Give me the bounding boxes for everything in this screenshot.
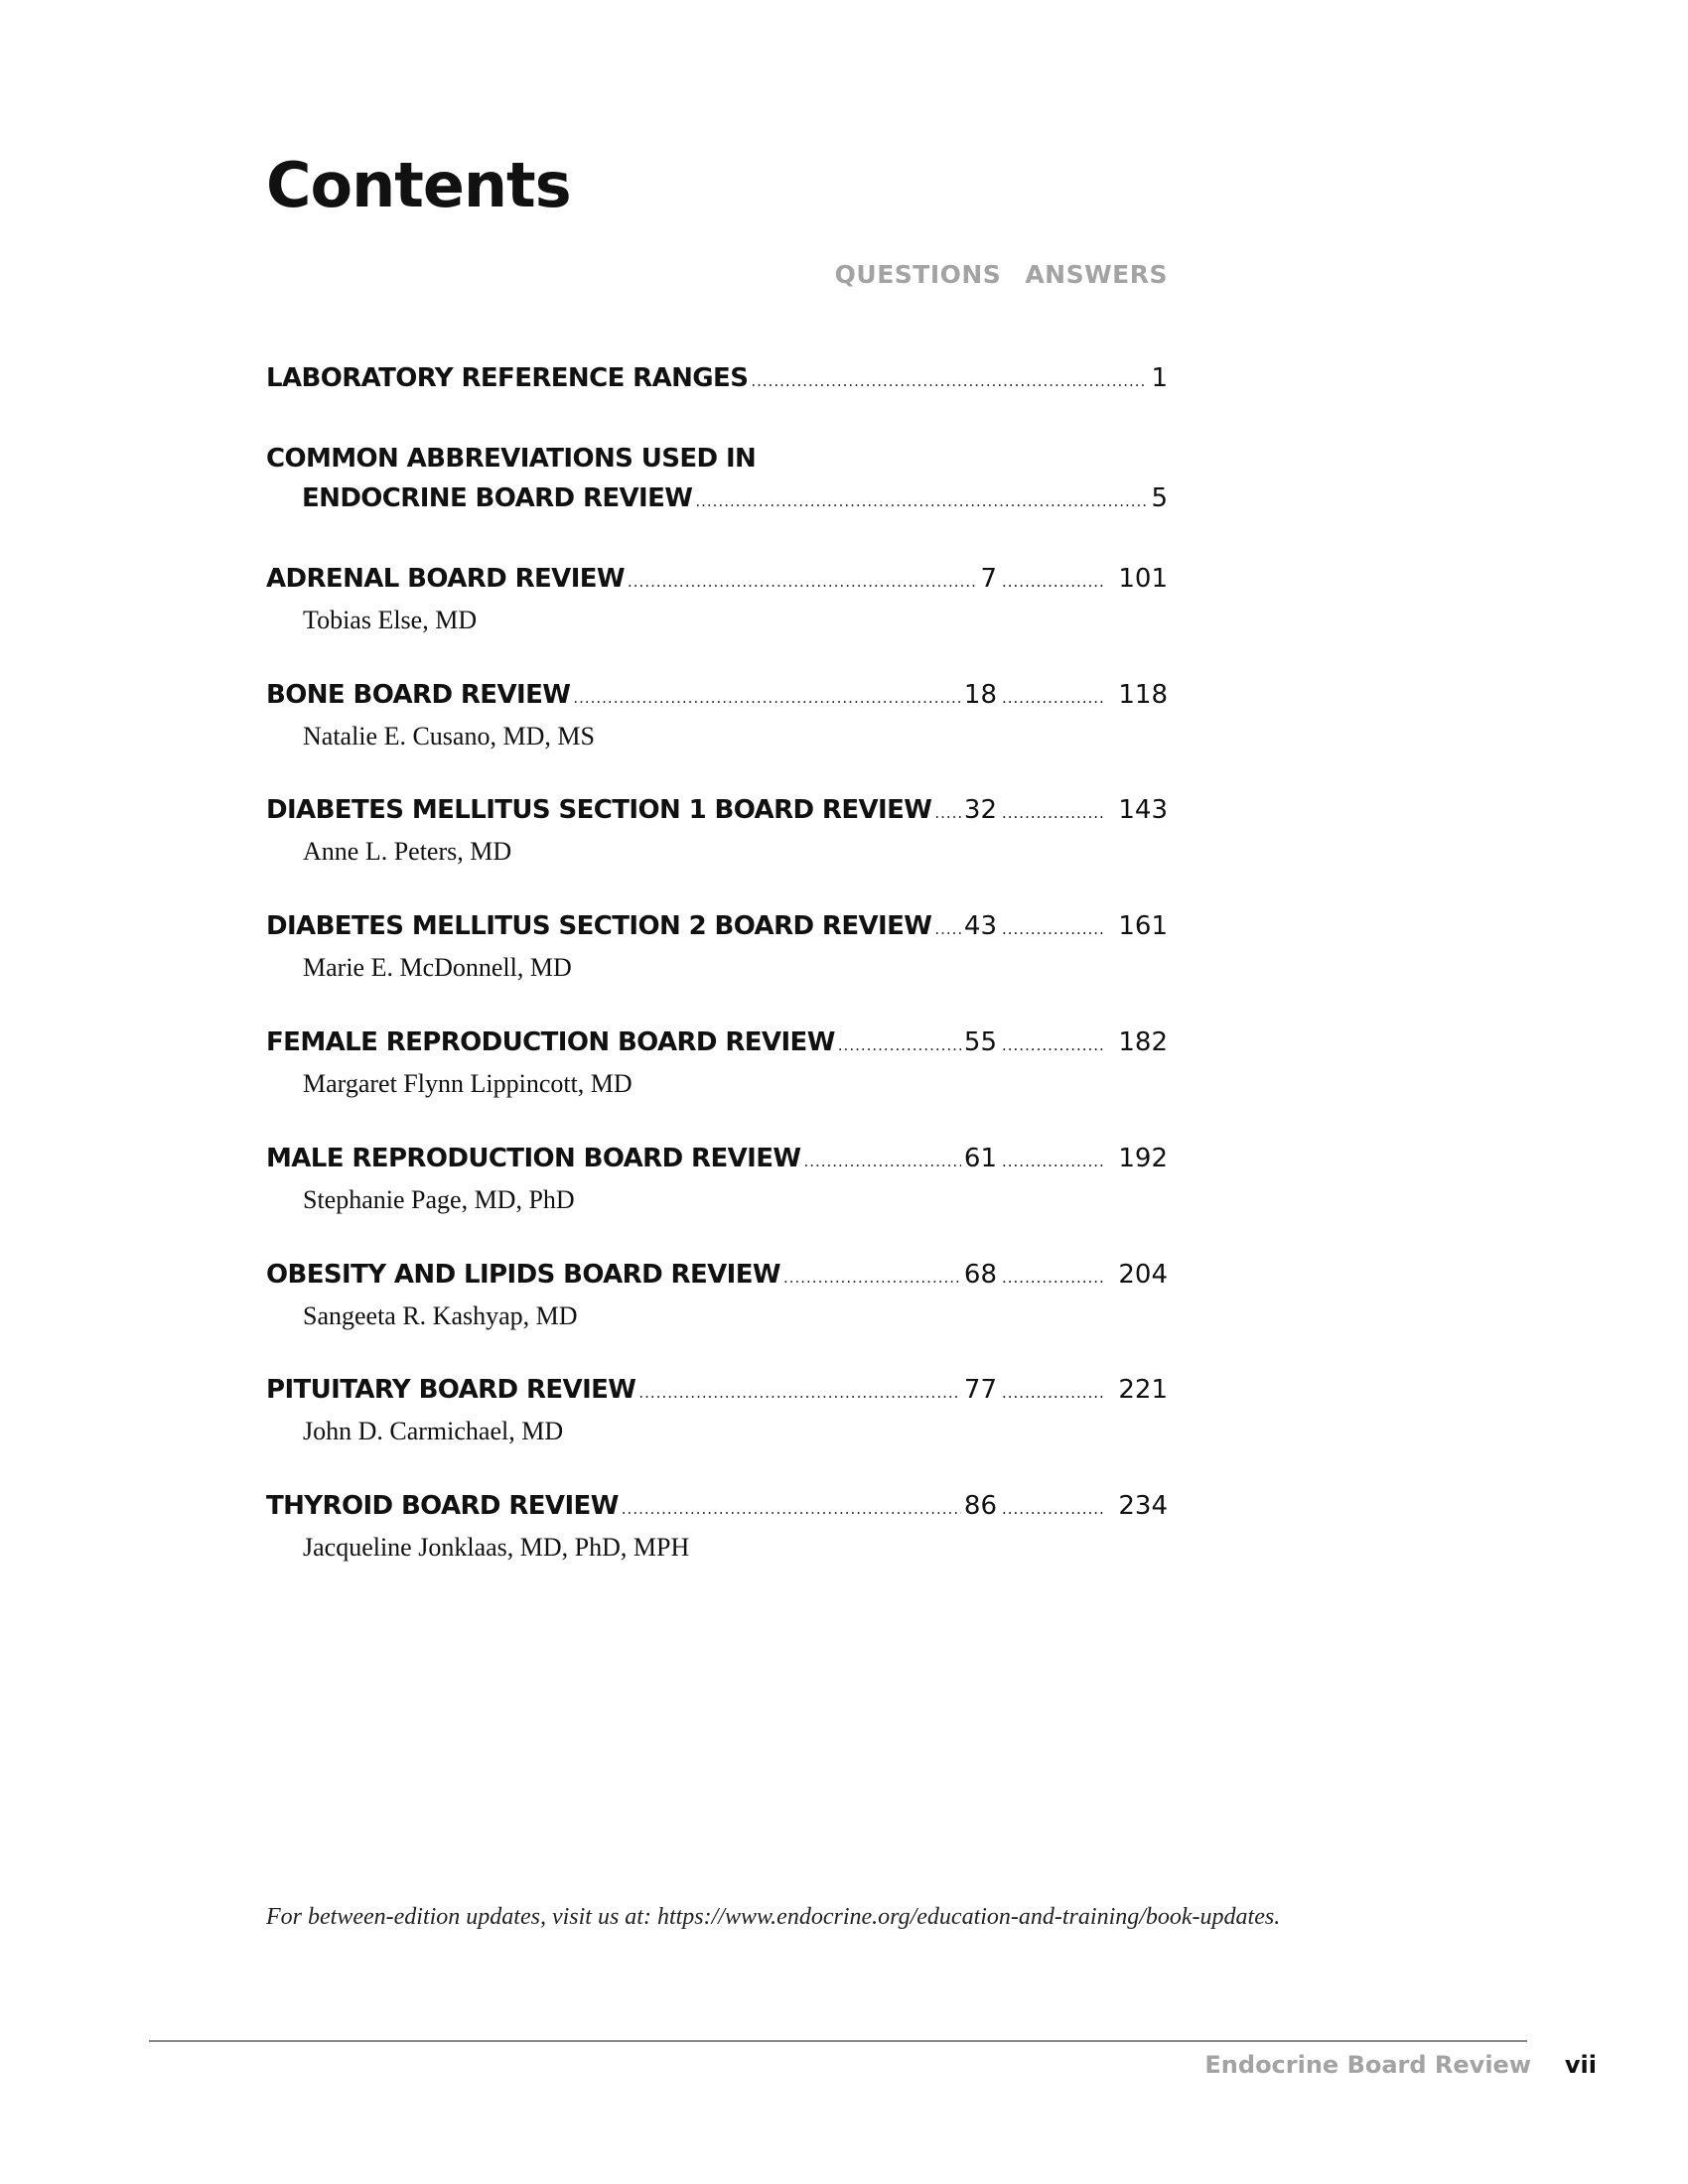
toc-entry-bone[interactable] — [266, 680, 1168, 751]
toc-entry-pituitary[interactable] — [266, 1375, 1168, 1446]
toc-entry-obesity-lipids[interactable] — [266, 1260, 1168, 1331]
toc-entry-thyroid[interactable] — [266, 1491, 1168, 1563]
dot-leader — [1002, 1500, 1105, 1518]
toc-entry-laboratory-reference-ranges[interactable] — [266, 363, 1168, 403]
answers-page-number: 101 — [1118, 564, 1168, 594]
questions-page-number: 1 — [1151, 363, 1168, 393]
toc-entry-title[interactable]: THYROID BOARD REVIEW — [266, 1491, 619, 1521]
toc-entry-title[interactable]: BONE BOARD REVIEW — [266, 680, 571, 710]
page-title: Contents — [266, 149, 571, 221]
answers-page-number: 161 — [1118, 911, 1168, 941]
toc-entry-author: Natalie E. Cusano, MD, MS — [303, 722, 595, 751]
toc-entry-title[interactable]: ADRENAL BOARD REVIEW — [266, 564, 626, 594]
footer-divider — [149, 2040, 1527, 2042]
toc-entry-title[interactable]: PITUITARY BOARD REVIEW — [266, 1375, 636, 1405]
toc-entry-author: Jacqueline Jonklaas, MD, PhD, MPH — [303, 1533, 690, 1562]
questions-page-number: 32 — [963, 795, 997, 825]
toc-entry-title-line1[interactable]: COMMON ABBREVIATIONS USED IN — [266, 444, 757, 474]
answers-page-number: 182 — [1118, 1027, 1168, 1057]
toc-entry-author: Margaret Flynn Lippincott, MD — [303, 1069, 633, 1098]
dot-leader — [1002, 920, 1105, 938]
answers-page-number: 204 — [1118, 1260, 1168, 1290]
toc-entry-title[interactable]: MALE REPRODUCTION BOARD REVIEW — [266, 1144, 801, 1173]
toc-entry-title[interactable]: ENDOCRINE BOARD REVIEW — [302, 483, 693, 513]
dot-leader — [1002, 573, 1105, 591]
dot-leader — [1002, 1269, 1105, 1287]
dot-leader — [638, 1384, 961, 1402]
dot-leader — [803, 1153, 960, 1170]
toc-entry-adrenal[interactable] — [266, 564, 1168, 635]
page-number: vii — [1564, 2051, 1597, 2079]
questions-page-number: 68 — [963, 1260, 997, 1290]
toc-entry-author: Stephanie Page, MD, PhD — [303, 1185, 575, 1214]
questions-page-number: 18 — [963, 680, 997, 710]
answers-page-number: 143 — [1118, 795, 1168, 825]
answers-page-number: 221 — [1118, 1375, 1168, 1405]
dot-leader — [783, 1269, 961, 1287]
dot-leader — [1002, 804, 1105, 822]
dot-leader — [934, 804, 961, 822]
questions-page-number: 55 — [963, 1027, 997, 1057]
toc-entry-common-abbreviations[interactable] — [266, 444, 1168, 523]
toc-entry-title[interactable]: OBESITY AND LIPIDS BOARD REVIEW — [266, 1260, 780, 1290]
toc-entry-diabetes-section-1[interactable] — [266, 795, 1168, 867]
questions-page-number: 77 — [963, 1375, 997, 1405]
toc-entry-author: John D. Carmichael, MD — [303, 1417, 564, 1445]
updates-footnote: For between-edition updates, visit us at: https://www.endocrine.org/education-and-training/book-updates. — [266, 1904, 1281, 1930]
toc-entry-author: Marie E. McDonnell, MD — [303, 953, 572, 982]
answers-column-header: ANSWERS — [1025, 260, 1168, 289]
dot-leader — [628, 573, 977, 591]
toc-entry-author: Tobias Else, MD — [303, 606, 478, 634]
questions-page-number: 86 — [963, 1491, 997, 1521]
toc-entry-author: Anne L. Peters, MD — [303, 837, 512, 866]
toc-entry-female-reproduction[interactable] — [266, 1027, 1168, 1099]
dot-leader — [1002, 1384, 1105, 1402]
dot-leader — [1002, 689, 1105, 707]
dot-leader — [934, 920, 961, 938]
answers-page-number: 118 — [1118, 680, 1168, 710]
dot-leader — [573, 689, 961, 707]
answers-page-number: 234 — [1118, 1491, 1168, 1521]
dot-leader — [1002, 1153, 1105, 1170]
dot-leader — [838, 1036, 961, 1054]
toc-entry-title[interactable]: FEMALE REPRODUCTION BOARD REVIEW — [266, 1027, 835, 1057]
dot-leader — [1002, 1036, 1105, 1054]
toc-entry-male-reproduction[interactable] — [266, 1144, 1168, 1215]
dot-leader — [695, 492, 1148, 510]
toc-entry-title[interactable]: DIABETES MELLITUS SECTION 1 BOARD REVIEW — [266, 795, 932, 825]
questions-page-number: 43 — [963, 911, 997, 941]
answers-page-number: 192 — [1118, 1144, 1168, 1173]
running-head: Endocrine Board Review — [1204, 2051, 1531, 2079]
questions-page-number: 7 — [980, 564, 997, 594]
toc-entry-author: Sangeeta R. Kashyap, MD — [303, 1301, 578, 1330]
questions-column-header: QUESTIONS — [834, 260, 1002, 289]
column-headers — [834, 260, 1168, 289]
toc-entry-title[interactable]: DIABETES MELLITUS SECTION 2 BOARD REVIEW — [266, 911, 932, 941]
dot-leader — [751, 372, 1148, 390]
questions-page-number: 61 — [963, 1144, 997, 1173]
toc-entry-title[interactable]: LABORATORY REFERENCE RANGES — [266, 363, 749, 393]
questions-page-number: 5 — [1151, 483, 1168, 513]
dot-leader — [622, 1500, 961, 1518]
toc-entry-diabetes-section-2[interactable] — [266, 911, 1168, 983]
